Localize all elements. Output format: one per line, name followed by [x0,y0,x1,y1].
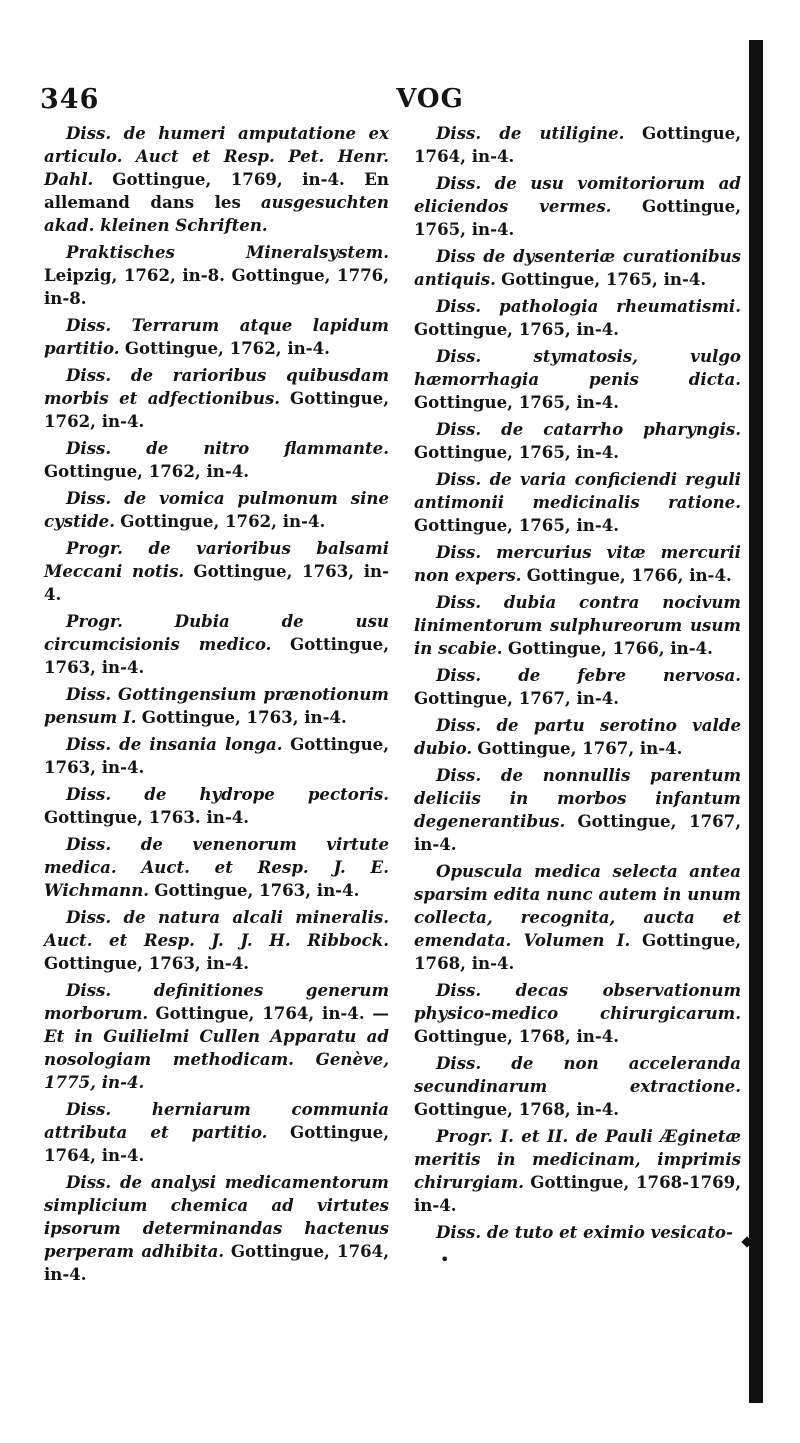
entry-publication: Gottingue, 1764, in-4. [414,123,741,166]
bibliography-entry [414,979,741,1048]
running-head: VOG [396,84,464,114]
entry-title: Diss. de vomica pulmonum sine cystide. [44,488,389,531]
entry-title: Diss. de natura alcali mineralis. Auct. et Resp. J. J. H. Ribbock. [44,907,389,950]
entry-publication: Gottingue, 1765, in-4. [414,196,741,239]
bibliography-entry [44,487,389,533]
entry-extra: Et in Guilielmi Cullen Apparatu ad nosologiam methodicam. Genève, 1775, in-4. [44,1026,389,1092]
entry-publication: Gottingue, 1768, in-4. [414,1026,620,1046]
entry-title: Diss. herniarum communia attributa et partitio. [44,1099,389,1142]
entry-title: Diss. de usu vomitoriorum ad eliciendos vermes. [414,173,741,216]
bibliography-entry [44,1098,389,1167]
bibliography-entry [44,537,389,606]
right-column [414,122,741,1271]
entry-title: Diss. de insania longa. [66,734,283,754]
entry-title: Diss de dysenteriæ curationibus antiquis. [414,246,741,289]
entry-publication: Gottingue, 1763, in-4. [154,880,360,900]
entry-publication: Gottingue, 1763, in-4. [44,634,389,677]
entry-publication: Gottingue, 1763, in-4. [44,734,390,777]
entry-publication: Gottingue, 1763. in-4. [44,807,250,827]
entry-publication: Gottingue, 1763, in-4. [44,953,250,973]
entry-publication: Gottingue, 1768, in-4. [414,930,741,973]
bibliography-entry [44,241,389,310]
bibliography-entry [414,122,741,168]
entry-publication: Gottingue, 1767, in-4. [477,738,683,758]
entry-publication: Gottingue, 1762, in-4. [44,388,389,431]
entry-title: Diss. stymatosis, vulgo hæmorrhagia penis dicta. [414,346,741,389]
entry-publication: Gottingue, 1766, in-4. [526,565,732,585]
entry-title: Diss. de hydrope pectoris. [66,784,389,804]
entry-title: Diss. de utiligine. [436,123,625,143]
entry-title: Diss. mercurius vitæ mercurii non expers. [414,542,741,585]
entry-publication: Gottingue, 1765, in-4. [414,515,620,535]
bibliography-entry [414,295,741,341]
entry-title: Diss. de partu serotino valde dubio. [414,715,741,758]
entry-publication: Gottingue, 1765, in-4. [501,269,707,289]
entry-title: Diss. de rarioribus quibusdam morbis et adfectionibus. [44,365,389,408]
entry-title: Diss. de venenorum virtute medica. Auct. et Resp. J. E. Wichmann. [44,834,389,900]
bibliography-entry [414,860,741,975]
entry-title: Progr. I. et II. de Pauli Æginetæ meritis in medicinam, imprimis chirurgiam. [414,1126,741,1192]
entry-title: Diss. dubia contra nocivum linimentorum sulphureorum usum in scabie. [414,592,741,658]
bibliography-entry [414,1221,741,1244]
bibliography-entry [414,664,741,710]
entry-publication: Gottingue, 1765, in-4. [414,319,620,339]
bibliography-entry [414,468,741,537]
bibliography-entry [44,833,389,902]
entry-publication: Gottingue, 1765, in-4. [414,442,620,462]
bibliography-entry [414,591,741,660]
entry-publication: Gottingue, 1762, in-4. [120,511,326,531]
entry-title: Diss. de analysi medicamentorum simplicium chemica ad virtutes ipsorum determinandas hactenus perperam adhibita. [44,1172,389,1261]
entry-title: Diss. definitiones generum morborum. [44,980,389,1023]
entry-publication: Gottingue, 1763, in-4. [141,707,347,727]
entry-title: Diss. pathologia rheumatismi. [436,296,741,316]
bibliography-entry [44,1171,389,1286]
entry-publication: Gottingue, 1767, in-4. [414,688,620,708]
entry-title: Diss. de humeri amputatione ex articulo. Auct et Resp. Pet. Henr. Dahl. [44,123,389,189]
entry-title: Diss. de tuto et eximio vesicato- [436,1222,733,1242]
page-edge-bar [749,40,763,1403]
bibliography-entry [44,979,389,1094]
bibliography-entry [414,1125,741,1217]
bibliography-entry [414,172,741,241]
entry-publication: Gottingue, 1768, in-4. [414,1099,620,1119]
entry-title: Diss. de nitro flammante. [66,438,389,458]
entry-title: Progr. de varioribus balsami Meccani notis. [44,538,389,581]
entry-title: Praktisches Mineralsystem. [66,242,389,262]
entry-publication: Gottingue, 1768-1769, in-4. [414,1172,742,1215]
entry-publication: Gottingue, 1764, in-4. [44,1241,389,1284]
entry-title: Diss. Terrarum atque lapidum partitio. [44,315,389,358]
bibliography-entry [414,764,741,856]
page-header [40,84,740,118]
bibliography-entry [44,314,389,360]
bibliography-entry [414,541,741,587]
bibliography-entry [414,245,741,291]
bibliography-entry [414,714,741,760]
page-number: 346 [40,84,100,115]
entry-title: Diss. de febre nervosa. [436,665,741,685]
entry-title: Progr. Dubia de usu circumcisionis medico. [44,611,389,654]
entry-publication: Gottingue, 1762, in-4. [44,461,250,481]
bibliography-entry [44,122,389,237]
bibliography-entry [44,906,389,975]
entry-title: Diss. de non acceleranda secundinarum extractione. [414,1053,741,1096]
entry-title: Diss. Gottingensium prænotionum pensum I. [44,684,389,727]
bibliography-entry [44,783,389,829]
entry-publication: Leipzig, 1762, in-8. Gottingue, 1776, in-8. [44,265,389,308]
bibliography-entry [44,733,389,779]
entry-publication: Gottingue, 1764, in-4. [44,1122,389,1165]
entry-publication: Gottingue, 1765, in-4. [414,392,620,412]
entry-publication: Gottingue, 1764, in-4. — [155,1003,389,1023]
bibliography-entry [414,345,741,414]
bibliography-entry [414,418,741,464]
entry-title: Diss. de varia conficiendi reguli antimonii medicinalis ratione. [414,469,741,512]
entry-title: Diss. decas observationum physico-medico chirurgicarum. [414,980,741,1023]
entry-publication: Gottingue, 1763, in-4. [44,561,389,604]
bibliography-entry [44,364,389,433]
bibliography-entry [44,610,389,679]
bibliography-entry [44,437,389,483]
bibliography-entry [44,683,389,729]
entry-publication: Gottingue, 1766, in-4. [507,638,713,658]
entry-title: Diss. de nonnullis parentum deliciis in morbos infantum degenerantibus. [414,765,741,831]
entry-publication: Gottingue, 1769, in-4. En allemand dans les [44,169,389,212]
left-column [44,122,389,1290]
bibliography-entry [414,1052,741,1121]
entry-extra: ausgesuchten akad. kleinen Schriften. [44,192,389,235]
page-tail-mark: • [440,1250,450,1269]
entry-title: Diss. de catarrho pharyngis. [436,419,741,439]
entry-title: Opuscula medica selecta antea sparsim edita nunc autem in unum collecta, recognita, aucta et emendata. Volumen I. [414,861,741,950]
entry-publication: Gottingue, 1767, in-4. [414,811,741,854]
entry-publication: Gottingue, 1762, in-4. [124,338,330,358]
